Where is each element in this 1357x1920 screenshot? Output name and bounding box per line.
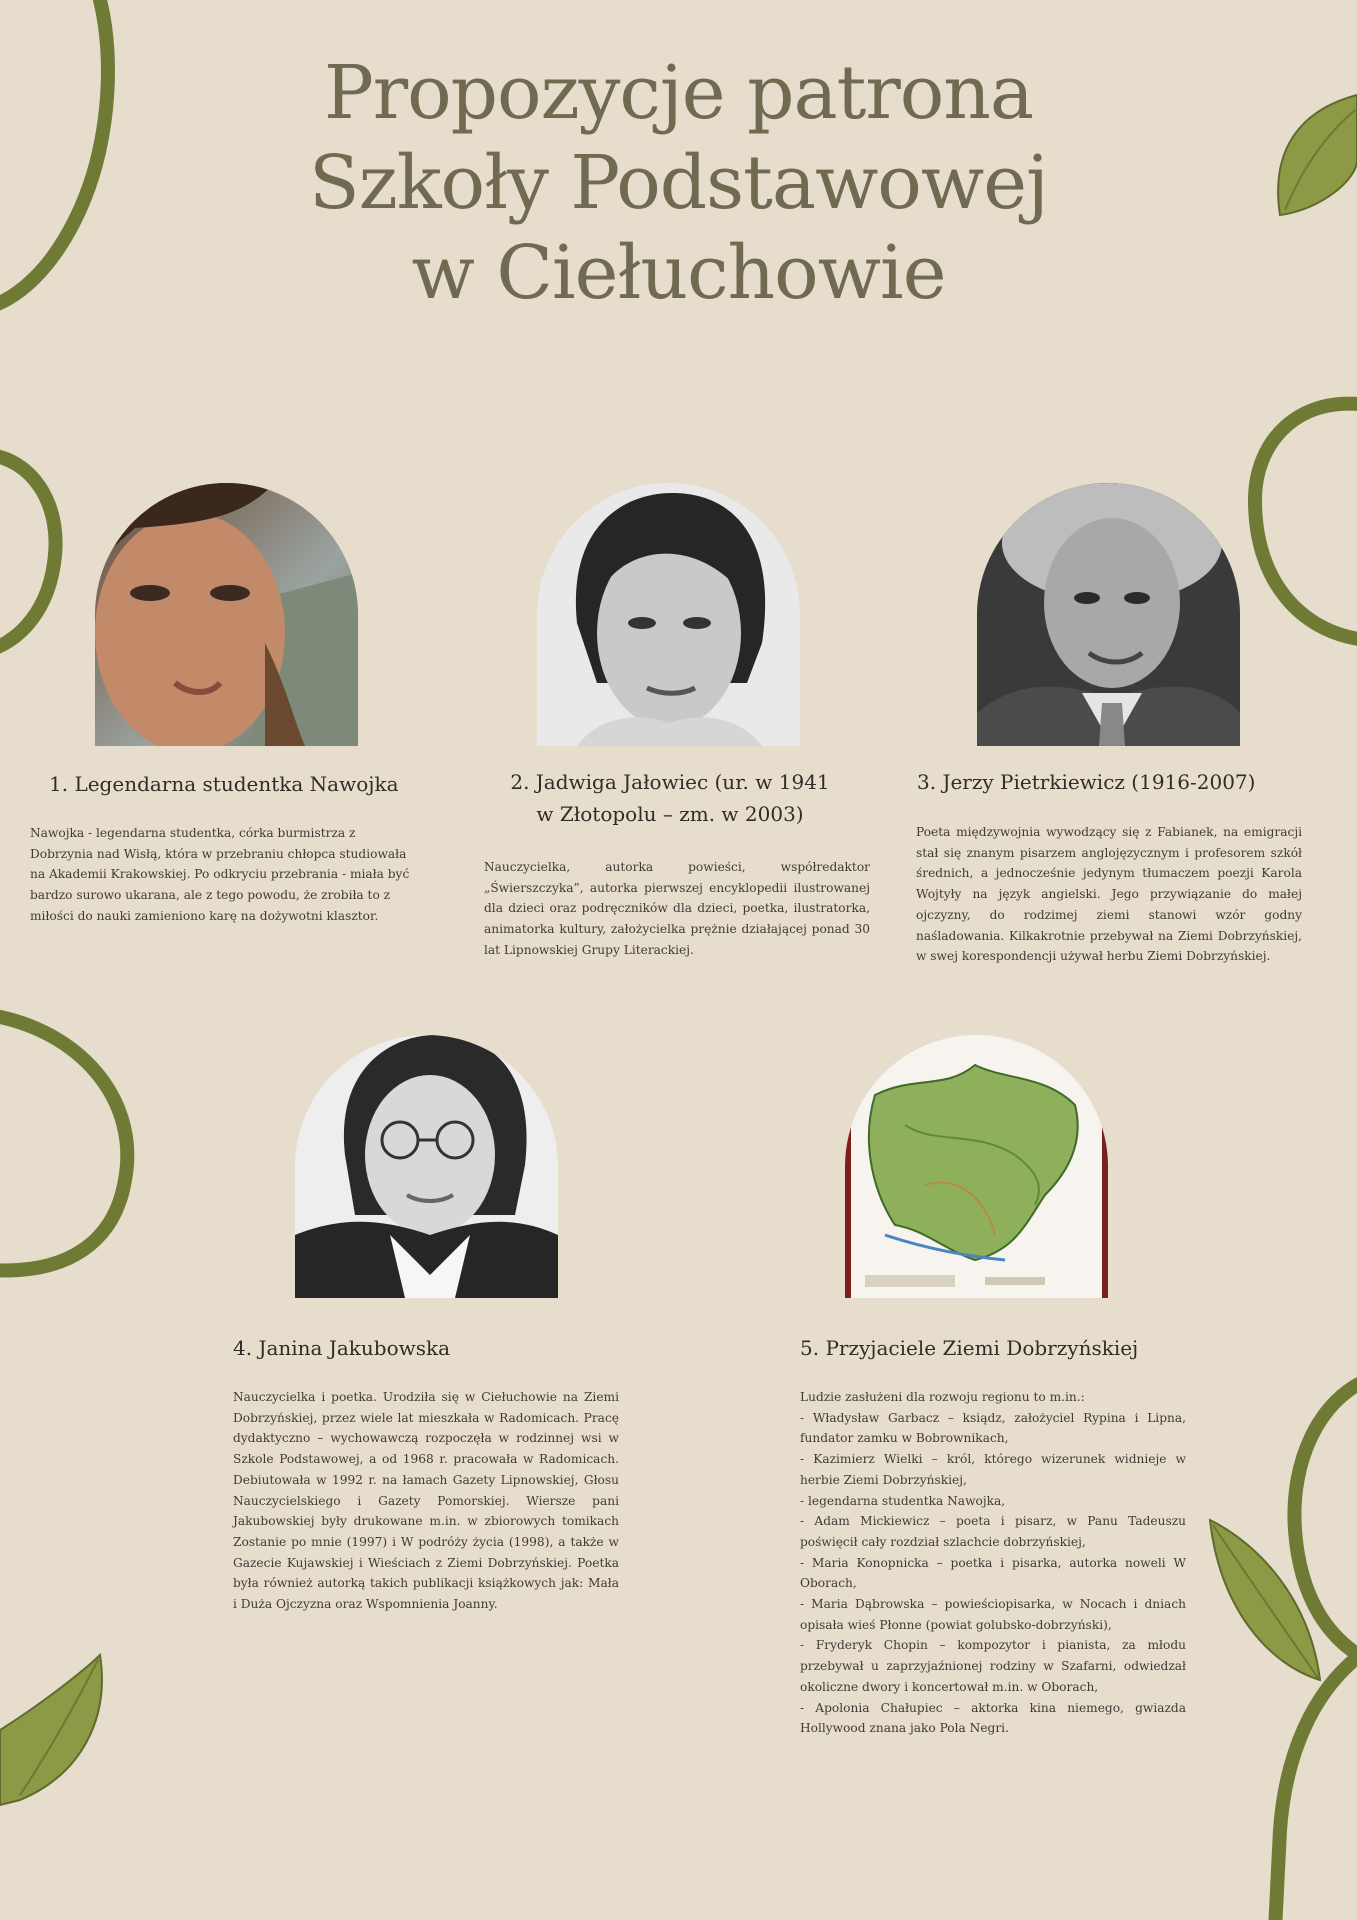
candidate-2-heading bbox=[510, 766, 830, 830]
candidate-4-description: Nauczycielka i poetka. Urodziła się w Ciełuchowie na Ziemi Dobrzyńskiej, przez wiele lat mieszkała w Radomicach. Pracę dydaktyczno – wychowawczą rozpoczęła w rodzinnej wsi w Szkole Podstawowej, a od 1968 r. pracowała w Radomicach. Debiutowała w 1992 r. na łamach Gazety Lipnowskiej, Głosu Nauczycielskiego i Gazety Pomorskiej. Wiersze pani Jakubowskiej były drukowane m.in. w zbiorowych tomikach Zostanie po mnie (1997) i W podróży życia (1998), a także w Gazecie Kujawskiej i Wieściach z Ziemi Dobrzyńskiej. Poetka była również autorką takich publikacji książkowych jak: Mała i Duża Ojczyzna oraz Wspomnienia Joanny. bbox=[233, 1390, 619, 1612]
list-item: - Władysław Garbacz – ksiądz, założyciel Rypina i Lipna, fundator zamku w Bobrownikach, bbox=[800, 1410, 1186, 1446]
title-line-2: Szkoły Podstawowej bbox=[309, 140, 1048, 226]
list-item: - Maria Konopnicka – poetka i pisarka, autorka noweli W Oborach, bbox=[800, 1555, 1186, 1591]
elderly-woman-portrait-icon bbox=[295, 1035, 558, 1298]
title-line-1: Propozycje patrona bbox=[323, 50, 1034, 136]
candidate-3-description: Poeta międzywojnia wywodzący się z Fabianek, na emigracji stał się znanym pisarzem anglojęzycznym i profesorem szkół średnich, a jednocześnie jedynym tłumaczem poezji Karola Wojtyły na język angielski. Jego przywiązanie do małej ojczyzny, do rodzimej ziemi stanowi wzór godny naśladowania. Kilkakrotnie przebywał na Ziemi Dobrzyńskiej, w swej korespondencji używał herbu Ziemi Dobrzyńskiej. bbox=[916, 825, 1302, 964]
list-item: - Kazimierz Wielki – król, którego wizerunek widnieje w herbie Ziemi Dobrzyńskiej, bbox=[800, 1452, 1186, 1487]
list-item: - legendarna studentka Nawojka, bbox=[800, 1493, 1006, 1508]
candidate-1-heading: 1. Legendarna studentka Nawojka bbox=[49, 772, 399, 796]
leaf-bottom-right bbox=[1210, 1520, 1320, 1680]
candidate-5-description bbox=[800, 1387, 1186, 1739]
candidate-4-heading: 4. Janina Jakubowska bbox=[233, 1336, 451, 1360]
list-item: - Adam Mickiewicz – poeta i pisarz, w Panu Tadeuszu poświęcił cały rozdział szlachcie dobrzyńskiej, bbox=[800, 1514, 1186, 1549]
region-map-icon bbox=[845, 1035, 1108, 1298]
candidate-3-heading: 3. Jerzy Pietrkiewicz (1916-2007) bbox=[917, 770, 1256, 794]
candidate-5-heading: 5. Przyjaciele Ziemi Dobrzyńskiej bbox=[800, 1336, 1139, 1360]
candidate-1-description: Nawojka - legendarna studentka, córka burmistrza z Dobrzynia nad Wisłą, która w przebraniu chłopca studiowała na Akademii Krakowskiej. Po odkryciu przebrania - miała być bardzo surowo ukarana, ale z tego powodu, że zrobiła to z miłości do nauki zamieniono karę na dożywotni klasztor. bbox=[30, 826, 410, 923]
list-item: - Maria Dąbrowska – powieściopisarka, w Nocach i dniach opisała wieś Płonne (powiat golubsko-dobrzyński), bbox=[800, 1597, 1186, 1632]
candidate-5-intro: Ludzie zasłużeni dla rozwoju regionu to m.in.: bbox=[800, 1390, 1085, 1404]
elderly-man-portrait-icon bbox=[977, 483, 1240, 746]
title-line-3: w Ciełuchowie bbox=[411, 230, 946, 316]
list-item: - Fryderyk Chopin – kompozytor i pianista, za młodu przebywał u zaprzyjaźnionej rodziny w Szafarni, odwiedzał okoliczne dwory i koncertował m.in. w Oborach, bbox=[800, 1638, 1186, 1694]
woman-bw-portrait-icon bbox=[537, 483, 800, 746]
leaf-bottom-left bbox=[0, 1655, 102, 1805]
candidate-2-heading-line-1: 2. Jadwiga Jałowiec (ur. w 1941 bbox=[510, 770, 830, 794]
young-woman-portrait-icon bbox=[95, 483, 358, 746]
candidate-2-heading-line-2: w Złotopolu – zm. w 2003) bbox=[536, 802, 804, 826]
page-title bbox=[0, 48, 1357, 318]
candidate-2-description: Nauczycielka, autorka powieści, współredaktor „Świerszczyka”, autorka pierwszej encyklopedii ilustrowanej dla dzieci oraz podręczników dla dzieci, poetka, ilustratorka, animatorka kultury, założycielka prężnie działającej ponad 30 lat Lipnowskiej Grupy Literackiej. bbox=[484, 860, 870, 957]
list-item: - Apolonia Chałupiec – aktorka kina niemego, gwiazda Hollywood znana jako Pola Negri. bbox=[800, 1700, 1186, 1736]
